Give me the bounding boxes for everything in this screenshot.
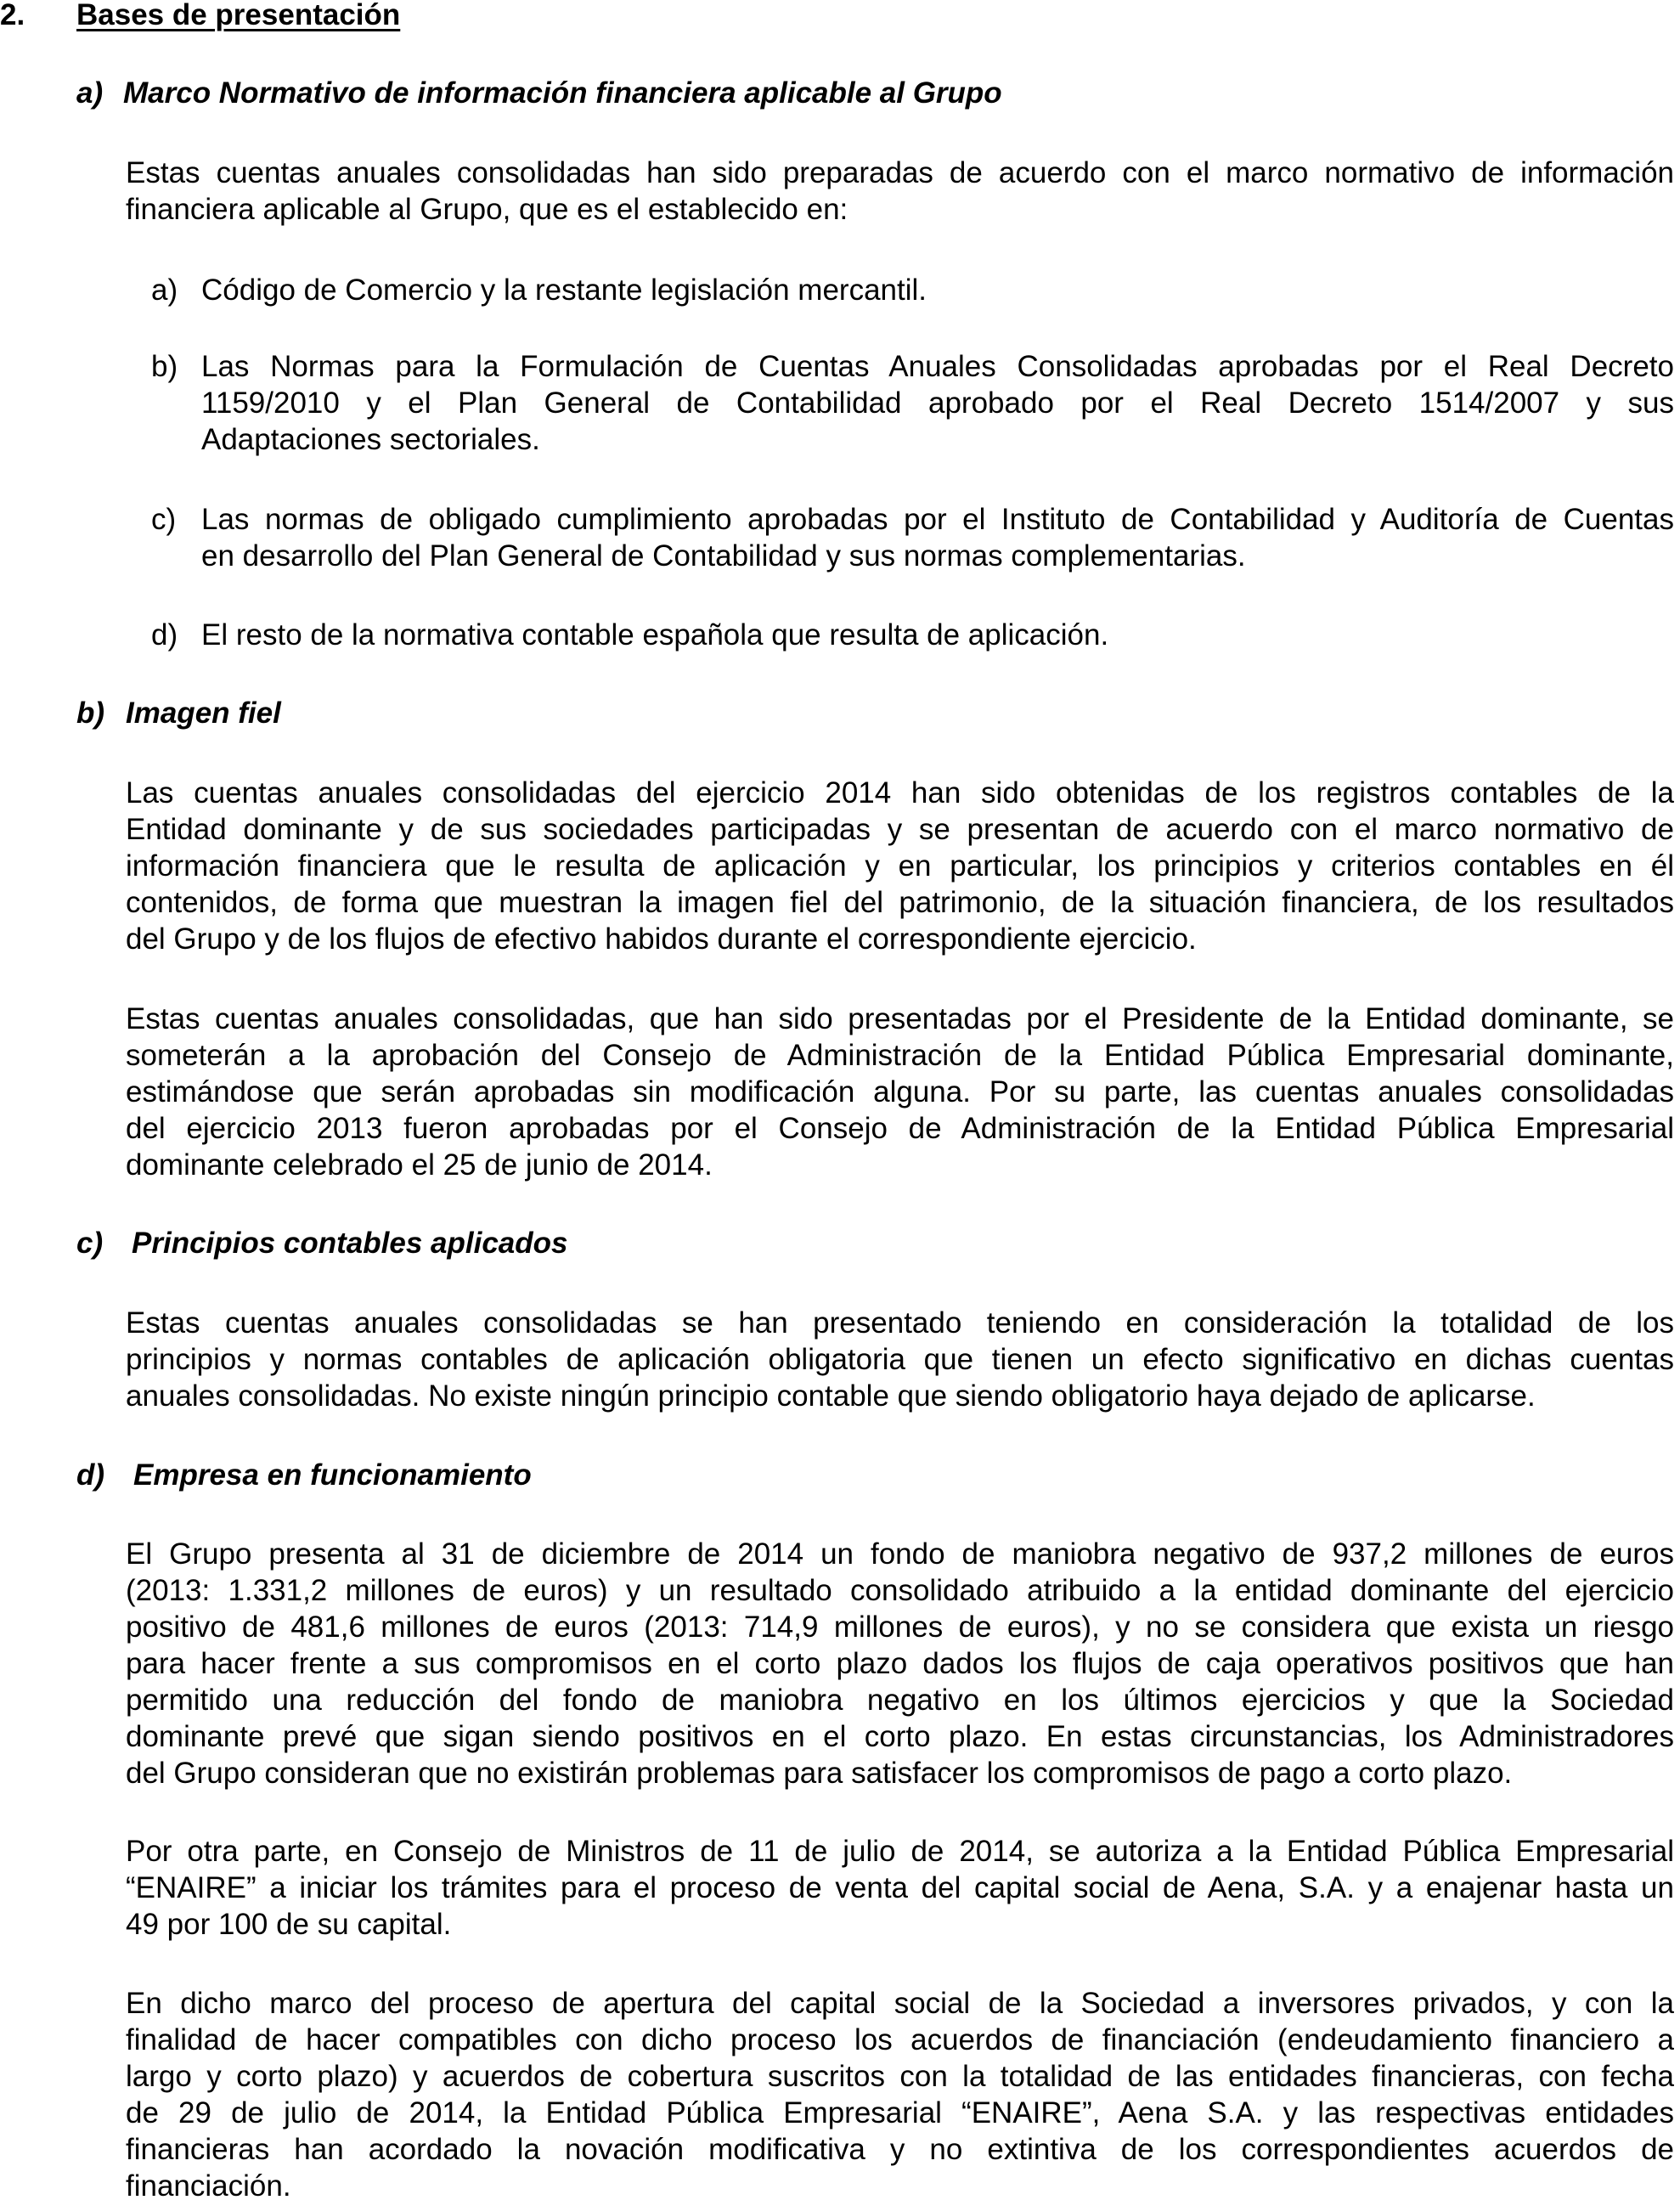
paragraph-line: dominante prevé que sigan siendo positivos en el corto plazo. En estas circunstancias, los Administradores — [126, 1720, 1674, 1753]
paragraph-line: someterán a la aprobación del Consejo de Administración de la Entidad Pública Empresarial dominante, — [126, 1039, 1674, 1072]
subsection-b-title: Imagen fiel — [126, 697, 281, 730]
paragraph-line: En dicho marco del proceso de apertura del capital social de la Sociedad a inversores privados, y con la — [126, 1987, 1674, 2020]
paragraph-line: (2013: 1.331,2 millones de euros) y un resultado consolidado atribuido a la entidad dominante del ejercicio — [126, 1574, 1674, 1607]
paragraph-line: anuales consolidadas. No existe ningún principio contable que siendo obligatorio haya dejado de aplicarse. — [126, 1379, 1536, 1413]
paragraph-line: dominante celebrado el 25 de junio de 2014. — [126, 1148, 713, 1182]
subsection-d-title: Empresa en funcionamiento — [133, 1458, 532, 1492]
paragraph-line: de 29 de julio de 2014, la Entidad Pública Empresarial “ENAIRE”, Aena S.A. y las respectivas entidades — [126, 2096, 1674, 2129]
list-marker: a) — [151, 274, 178, 307]
paragraph-line: del Grupo consideran que no existirán problemas para satisfacer los compromisos de pago a corto plazo. — [126, 1757, 1513, 1790]
list-item: 1159/2010 y el Plan General de Contabilidad aprobado por el Real Decreto 1514/2007 y sus — [201, 386, 1674, 420]
paragraph-line: estimándose que serán aprobadas sin modificación alguna. Por su parte, las cuentas anuales consolidadas — [126, 1075, 1674, 1108]
paragraph-line: finalidad de hacer compatibles con dicho proceso los acuerdos de financiación (endeudamiento financiero a — [126, 2023, 1674, 2056]
paragraph-line: información financiera que le resulta de aplicación y en particular, los principios y criterios contables en él — [126, 849, 1674, 883]
list-item: Las Normas para la Formulación de Cuentas Anuales Consolidadas aprobadas por el Real Decreto — [201, 350, 1674, 383]
paragraph-line: largo y corto plazo) y acuerdos de cobertura suscritos con la totalidad de las entidades financieras, con fecha — [126, 2060, 1674, 2093]
paragraph-line: principios y normas contables de aplicación obligatoria que tienen un efecto significativo en dichas cuentas — [126, 1343, 1674, 1376]
paragraph-line: del Grupo y de los flujos de efectivo habidos durante el correspondiente ejercicio. — [126, 922, 1197, 956]
section-title: Bases de presentación — [76, 0, 401, 31]
paragraph-line: Estas cuentas anuales consolidadas han sido preparadas de acuerdo con el marco normativo de información — [126, 156, 1674, 189]
paragraph-line: Estas cuentas anuales consolidadas, que han sido presentadas por el Presidente de la Entidad dominante, se — [126, 1002, 1674, 1035]
list-marker: c) — [151, 503, 177, 536]
paragraph-line: Las cuentas anuales consolidadas del ejercicio 2014 han sido obtenidas de los registros contables de la — [126, 776, 1674, 809]
list-marker: d) — [151, 618, 178, 652]
paragraph-line: para hacer frente a sus compromisos en el corto plazo dados los flujos de caja operativos positivos que han — [126, 1647, 1674, 1680]
paragraph-line: del ejercicio 2013 fueron aprobadas por el Consejo de Administración de la Entidad Pública Empresarial — [126, 1112, 1674, 1145]
paragraph-line: permitido una reducción del fondo de maniobra negativo en los últimos ejercicios y que la Sociedad — [126, 1684, 1674, 1717]
paragraph-line: contenidos, de forma que muestran la imagen fiel del patrimonio, de la situación financiera, de los resultados — [126, 886, 1674, 919]
list-item: Código de Comercio y la restante legislación mercantil. — [201, 274, 927, 307]
paragraph-line: financieras han acordado la novación modificativa y no extintiva de los correspondientes acuerdos de — [126, 2133, 1674, 2166]
subsection-c-title: Principios contables aplicados — [132, 1227, 568, 1260]
list-item: El resto de la normativa contable española que resulta de aplicación. — [201, 618, 1109, 652]
paragraph-line: financiera aplicable al Grupo, que es el establecido en: — [126, 193, 848, 226]
paragraph-line: positivo de 481,6 millones de euros (2013: 714,9 millones de euros), y no se considera que exista un riesgo — [126, 1611, 1674, 1644]
subsection-b-letter: b) — [76, 697, 105, 730]
paragraph-line: Entidad dominante y de sus sociedades participadas y se presentan de acuerdo con el marco normativo de — [126, 813, 1674, 846]
paragraph-line: 49 por 100 de su capital. — [126, 1908, 452, 1941]
subsection-a-letter: a) — [76, 76, 104, 110]
subsection-d-letter: d) — [76, 1458, 105, 1492]
paragraph-line: “ENAIRE” a iniciar los trámites para el proceso de venta del capital social de Aena, S.A. y a enajenar hasta un — [126, 1871, 1674, 1904]
section-number: 2. — [0, 0, 25, 31]
list-item: Las normas de obligado cumplimiento aprobadas por el Instituto de Contabilidad y Auditoría de Cuentas — [201, 503, 1674, 536]
list-item: en desarrollo del Plan General de Contabilidad y sus normas complementarias. — [201, 539, 1246, 573]
list-marker: b) — [151, 350, 178, 383]
paragraph-line: Por otra parte, en Consejo de Ministros de 11 de julio de 2014, se autoriza a la Entidad Pública Empresarial — [126, 1835, 1674, 1868]
subsection-c-letter: c) — [76, 1227, 104, 1260]
paragraph-line: Estas cuentas anuales consolidadas se han presentado teniendo en consideración la totalidad de los — [126, 1306, 1674, 1340]
paragraph-line: El Grupo presenta al 31 de diciembre de 2014 un fondo de maniobra negativo de 937,2 millones de euros — [126, 1537, 1674, 1571]
list-item: Adaptaciones sectoriales. — [201, 423, 540, 456]
subsection-a-title: Marco Normativo de información financiera aplicable al Grupo — [123, 76, 1002, 110]
paragraph-line: financiación. — [126, 2169, 291, 2200]
